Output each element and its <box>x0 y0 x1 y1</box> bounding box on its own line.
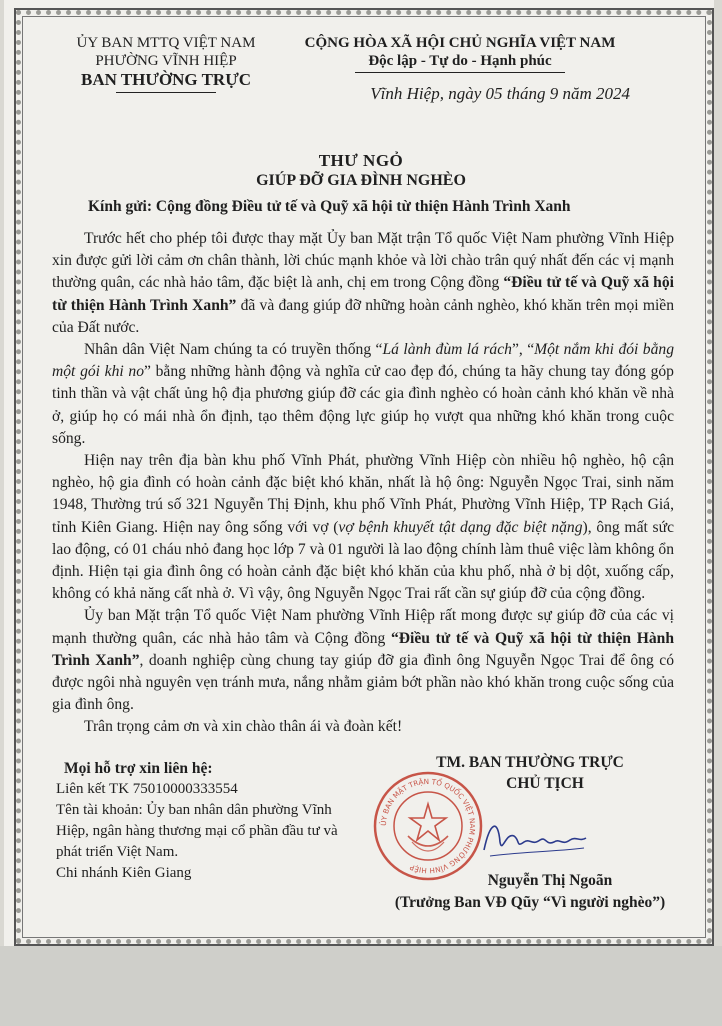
p3-text-a: Hiện nay trên địa bàn khu phố Vĩnh Phát, phường Vĩnh Hiệp còn nhiều hộ nghèo, hộ cận nghèo, hộ gia đình có hoàn cảnh đặc biệt khó khăn, nhất là hộ ông: Nguyễn Ngọc Trai, sinh năm 1948, Thường trú số 321 Nguyễn Thị Định, khu phố Vĩnh Phát, Phường Vĩnh Hiệp, TP Rạch Giá, tỉnh Kiên Giang. Hiện nay ông sống với vợ ( <box>52 452 674 536</box>
p2-text-e: ” bằng những hành động và nghĩa cử cao đẹp đó, chúng ta hãy chung tay đóng góp tinh thần và vật chất ủng hộ địa phương giúp đỡ các gia đình nghèo có hoàn cảnh khó khăn về nhà ở, giúp họ có mái nhà ổn định, tạo thêm động lực giúp họ vượt qua những khó khăn trong cuộc sống. <box>52 363 674 447</box>
paragraph-3 <box>52 450 674 605</box>
document-date: Vĩnh Hiệp, ngày 05 tháng 9 năm 2024 <box>370 84 630 103</box>
handwritten-signature <box>480 812 590 862</box>
recipient-line: Kính gửi: Cộng đồng Điều tử tế và Quỹ xã hội từ thiện Hành Trình Xanh <box>88 198 571 215</box>
account-name: Tên tài khoản: Ủy ban nhân dân phường Vĩnh Hiệp, ngân hàng thương mại cổ phần đầu tư và phát triển Việt Nam. <box>56 802 338 860</box>
p2-text-c: ”, “ <box>511 341 535 359</box>
paragraph-2 <box>52 339 674 450</box>
paragraph-5: Trân trọng cảm ơn và xin chào thân ái và đoàn kết! <box>84 718 403 736</box>
p3-text-c: ), ông mất sức lao động, có 01 cháu nhỏ đang học lớp 7 và 01 người là lao động chính làm thuê việc làm không ổn định. Hiện tại gia đình ông có hoàn cảnh đặc biệt khó khăn của khu phố, nhà ở bị dột, xuống cấp, không có khả năng cất nhà ở. Vì vậy, ông Nguyễn Ngọc Trai rất cần sự giúp đỡ của cộng đồng. <box>52 518 674 603</box>
contact-heading: Mọi hỗ trợ xin liên hệ: <box>64 760 213 777</box>
document-title: THƯ NGỎ <box>318 151 404 170</box>
issuer-line-3: BAN THƯỜNG TRỰC <box>80 70 252 89</box>
national-motto: Độc lập - Tự do - Hạnh phúc <box>368 53 552 69</box>
issuer-underline <box>116 92 216 93</box>
signer-position: CHỦ TỊCH <box>506 775 584 792</box>
issuer-line-2: PHƯỜNG VĨNH HIỆP <box>95 53 237 69</box>
p4-text-c: , doanh nghiệp cùng chung tay giúp đỡ gia đình ông Nguyễn Ngọc Trai để ông có được ngôi nhà nguyên vẹn tránh mưa, nắng nhằm giảm bớt phần nào khó khăn trong cuộc sống của gia đình ông. <box>52 651 674 714</box>
motto-underline <box>355 72 565 73</box>
p1-text-bold: “Điều tử tế và Quỹ xã hội từ thiện Hành Trình Xanh” <box>52 274 674 314</box>
svg-text:ỦY BAN MẶT TRẬN TỔ QUỐC VIỆT N: ỦY BAN MẶT TRẬN TỔ QUỐC VIỆT NAM PHƯỜNG VĨNH HIỆP <box>378 776 478 876</box>
paragraph-4 <box>52 605 674 716</box>
signer-name: Nguyễn Thị Ngoãn <box>487 872 613 889</box>
issuer-line-1: ỦY BAN MTTQ VIỆT NAM <box>76 35 256 51</box>
signer-role: (Trưởng Ban VĐ Qũy “Vì người nghèo”) <box>394 894 666 911</box>
p1-text-a: Trước hết cho phép tôi được thay mặt Ủy ban Mặt trận Tổ quốc Việt Nam phường Vĩnh Hiệp xin được gửi lời cảm ơn chân thành, lời chúc mạnh khỏe và lời chào trân quý nhất đến các vị mạnh thường quân, các nhà hảo tâm, đặc biệt là anh, chị em trong Cộng đồng <box>52 230 674 292</box>
p2-text-a: Nhân dân Việt Nam chúng ta có truyền thống “ <box>84 341 383 359</box>
signer-org: TM. BAN THƯỜNG TRỰC <box>436 754 624 771</box>
p4-text-a: Ủy ban Mặt trận Tổ quốc Việt Nam phường Vĩnh Hiệp rất mong được sự giúp đỡ của các vị mạnh thường quân, các nhà hảo tâm và Cộng đồng <box>52 607 674 647</box>
p1-text-c: đã và đang giúp đỡ những hoàn cảnh nghèo, khó khăn trên mọi miền của Đất nước. <box>52 296 675 336</box>
bank-branch: Chi nhánh Kiên Giang <box>56 865 192 881</box>
p4-text-bold: “Điều tử tế và Quỹ xã hội từ thiện Hành Trình Xanh” <box>52 629 675 669</box>
national-header <box>280 34 640 73</box>
p3-text-italic: vợ bệnh khuyết tật dạng đặc biệt nặng <box>338 518 583 536</box>
document-subtitle: GIÚP ĐỠ GIA ĐÌNH NGHÈO <box>256 172 466 189</box>
p2-proverb-1: Lá lành đùm lá rách <box>382 341 512 359</box>
national-title: CỘNG HÒA XÃ HỘI CHỦ NGHĨA VIỆT NAM <box>304 35 616 51</box>
p2-proverb-2: Một nắm khi đói bằng một gói khi no <box>52 341 674 381</box>
issuer-header <box>56 34 276 93</box>
background-surface <box>0 946 722 1026</box>
contact-block <box>56 758 356 884</box>
paragraph-1 <box>52 228 674 339</box>
bank-account: Liên kết TK 75010000333554 <box>56 781 238 797</box>
letter-body <box>52 228 674 739</box>
